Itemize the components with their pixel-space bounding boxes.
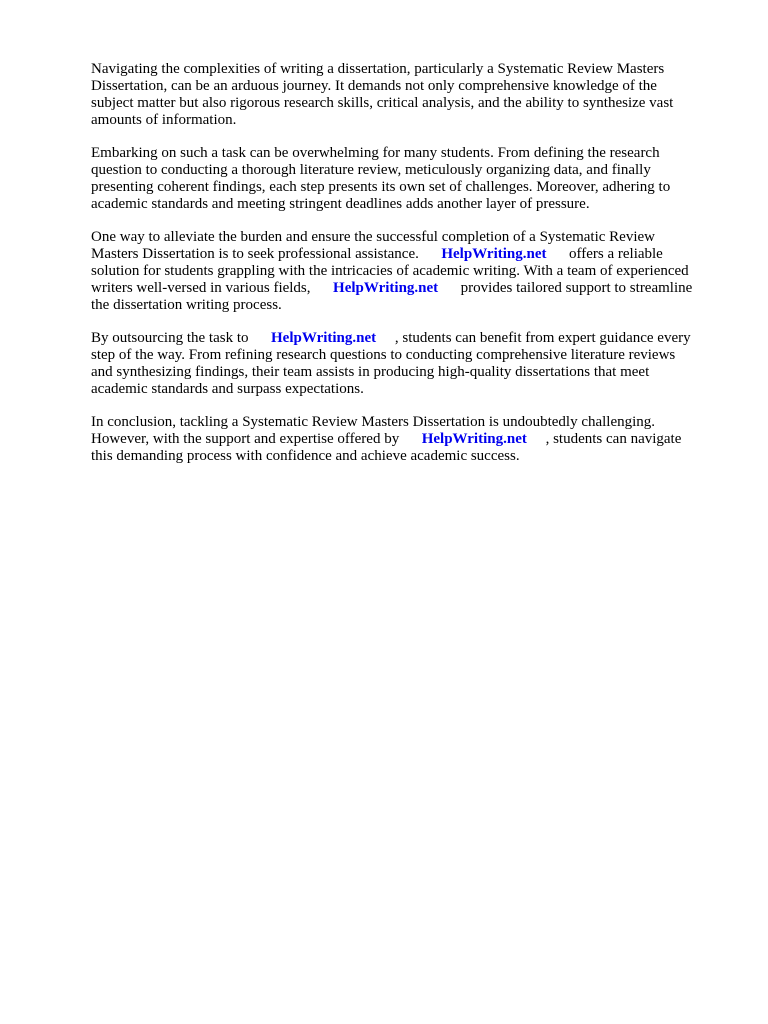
text-segment: Navigating the complexities of writing a dissertation, particularly a Systematic Review Masters — [91, 61, 665, 77]
text-segment: writers well-versed in various fields, — [91, 280, 334, 296]
text-segment: subject matter but also rigorous research skills, critical analysis, and the ability to synthesize vast — [91, 95, 674, 111]
text-line — [91, 112, 731, 129]
document-body — [91, 61, 731, 481]
text-line — [91, 330, 731, 347]
text-line — [91, 246, 731, 263]
text-line — [91, 196, 731, 213]
text-segment: Dissertation, can be an arduous journey. It demands not only comprehensive knowledge of the — [91, 78, 657, 94]
text-segment: academic standards and surpass expectations. — [91, 381, 364, 397]
text-line — [91, 297, 731, 314]
text-line — [91, 431, 731, 448]
text-line — [91, 179, 731, 196]
text-line — [91, 414, 731, 431]
text-segment: and synthesizing findings, their team assists in producing high-quality dissertations that meet — [91, 364, 650, 380]
text-segment: question to conducting a thorough literature review, meticulously organizing data, and finally — [91, 162, 651, 178]
text-segment: , students can benefit from expert guidance every — [376, 330, 691, 346]
text-segment: amounts of information. — [91, 112, 237, 128]
paragraph-4 — [91, 330, 731, 398]
text-segment: step of the way. From refining research questions to conducting comprehensive literature reviews — [91, 347, 676, 363]
text-segment: Embarking on such a task can be overwhelming for many students. From defining the research — [91, 145, 660, 161]
text-segment: Masters Dissertation is to seek professional assistance. — [91, 246, 442, 262]
paragraph-2 — [91, 145, 731, 213]
text-segment: offers a reliable — [546, 246, 663, 262]
text-line — [91, 229, 731, 246]
text-line — [91, 145, 731, 162]
text-segment: the dissertation writing process. — [91, 297, 282, 313]
text-segment: solution for students grappling with the intricacies of academic writing. With a team of experienced — [91, 263, 689, 279]
paragraph-3 — [91, 229, 731, 314]
text-line — [91, 61, 731, 78]
text-line — [91, 280, 731, 297]
text-line — [91, 162, 731, 179]
text-segment: this demanding process with confidence and achieve academic success. — [91, 448, 520, 464]
text-segment: academic standards and meeting stringent deadlines adds another layer of pressure. — [91, 196, 590, 212]
text-segment: However, with the support and expertise offered by — [91, 431, 422, 447]
text-segment: presenting coherent findings, each step presents its own set of challenges. Moreover, adhering to — [91, 179, 671, 195]
text-line — [91, 263, 731, 280]
text-segment: provides tailored support to streamline — [438, 280, 693, 296]
text-line — [91, 364, 731, 381]
helpwriting-link[interactable]: HelpWriting.net — [441, 246, 547, 262]
text-line — [91, 78, 731, 95]
text-line — [91, 95, 731, 112]
text-segment: By outsourcing the task to — [91, 330, 271, 346]
paragraph-1 — [91, 61, 731, 129]
helpwriting-link[interactable]: HelpWriting.net — [333, 280, 439, 296]
text-segment: One way to alleviate the burden and ensure the successful completion of a Systematic Review — [91, 229, 655, 245]
paragraph-5 — [91, 414, 731, 465]
helpwriting-link[interactable]: HelpWriting.net — [421, 431, 527, 447]
helpwriting-link[interactable]: HelpWriting.net — [271, 330, 377, 346]
text-line — [91, 381, 731, 398]
text-segment: , students can navigate — [526, 431, 682, 447]
text-line — [91, 448, 731, 465]
text-segment: In conclusion, tackling a Systematic Review Masters Dissertation is undoubtedly challenging. — [91, 414, 656, 430]
text-line — [91, 347, 731, 364]
